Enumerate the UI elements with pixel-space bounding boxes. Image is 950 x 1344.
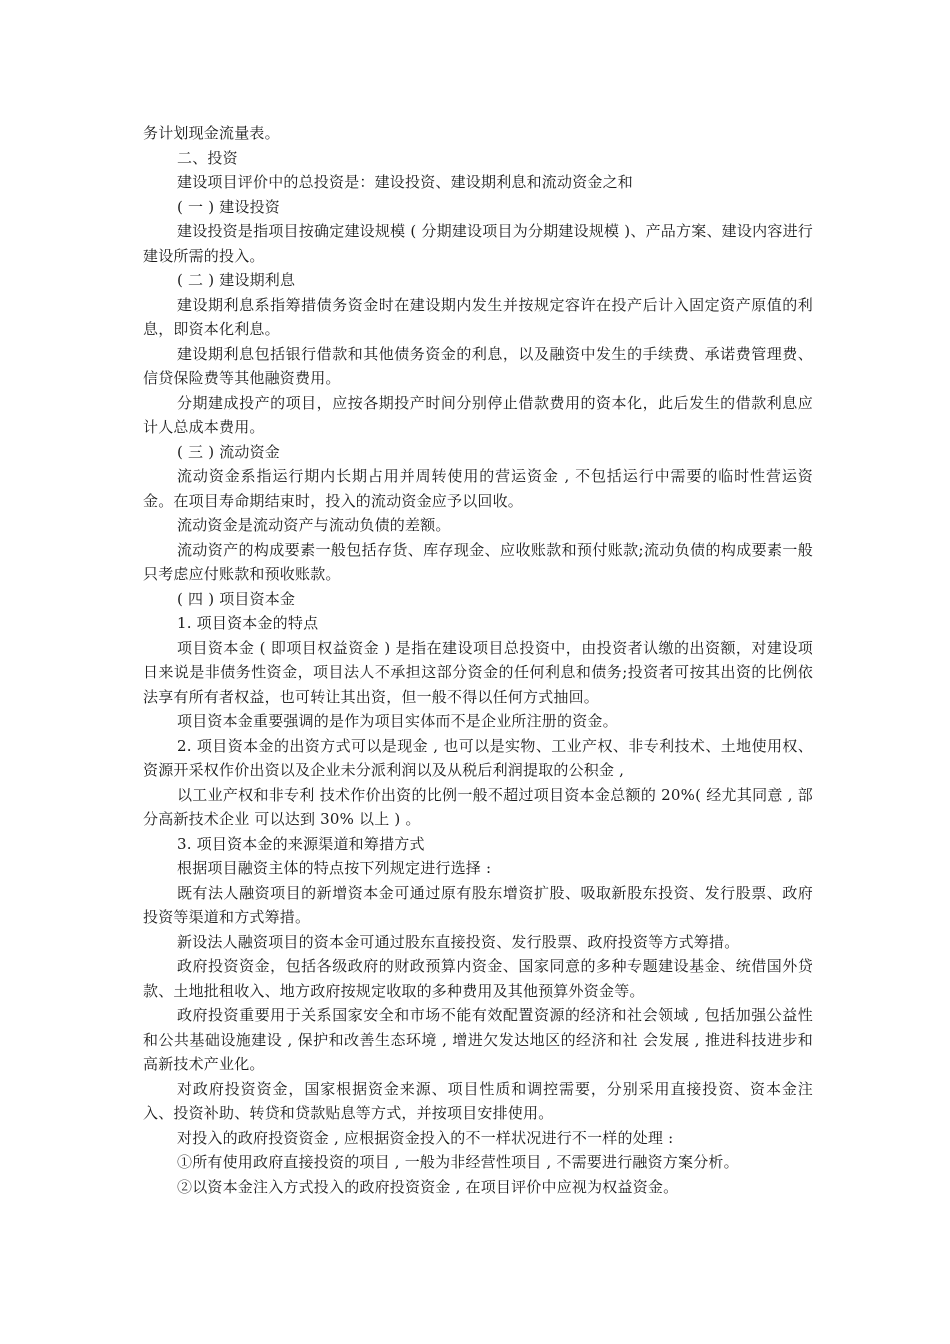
document-body [143, 121, 813, 1199]
subsection-heading: ( 四 ) 项目资本金 [177, 589, 296, 608]
paragraph: 政府投资重要用于关系国家安全和市场不能有效配置资源的经济和社会领域 , 包括加强公益性和公共基础设施建设 , 保护和改善生态环境 , 增进欠发达地区的经济和社 会发展 , 推进科技进步和高新技术产业化。 [143, 1006, 813, 1073]
paragraph: 流动资金系指运行期内长期占用并周转使用的营运资金 , 不包括运行中需要的临时性营运资金。在项目寿命期结束时，投入的流动资金应予以回收。 [143, 467, 813, 510]
list-item: ①所有使用政府直接投资的项目 , 一般为非经营性项目 , 不需要进行融资方案分析。 [177, 1153, 739, 1171]
section-heading: 二、投资 [177, 148, 238, 167]
paragraph: 建设期利息系指筹措债务资金时在建设期内发生并按规定容许在投产后计入固定资产原值的利息，即资本化利息。 [143, 295, 813, 338]
paragraph: 2. 项目资本金的出资方式可以是现金 , 也可以是实物、工业产权、非专利技术、土地使用权、资源开采权作价出资以及企业未分派利润以及从税后利润提取的公积金 , [143, 736, 813, 779]
paragraph: 以工业产权和非专利 技术作价出资的比例一般不超过项目资本金总额的 20%( 经尤其同意 , 部分高新技术企业 可以达到 30% 以上 ) 。 [143, 785, 813, 828]
list-item: ②以资本金注入方式投入的政府投资资金 , 在项目评价中应视为权益资金。 [177, 1177, 679, 1196]
numbered-heading: 3. 项目资本金的来源渠道和筹措方式 [177, 834, 425, 853]
paragraph: 对政府投资资金，国家根据资金来源、项目性质和调控需要，分别采用直接投资、资本金注入、投资补助、转贷和贷款贴息等方式，并按项目安排使用。 [143, 1079, 813, 1122]
numbered-heading: 1. 项目资本金的特点 [177, 614, 319, 632]
paragraph: 务计划现金流量表。 [143, 124, 280, 142]
paragraph: 建设投资是指项目按确定建设规模 ( 分期建设项目为分期建设规模 )、产品方案、建设内容进行建设所需的投入。 [143, 222, 813, 265]
paragraph: 对投入的政府投资资金 , 应根据资金投入的不一样状况进行不一样的处理 : [177, 1128, 674, 1147]
subsection-heading: ( 二 ) 建设期利息 [177, 271, 296, 289]
paragraph: 流动资金是流动资产与流动负债的差额。 [177, 516, 451, 534]
paragraph: 政府投资资金，包括各级政府的财政预算内资金、国家同意的多种专题建设基金、统借国外贷款、土地批租收入、地方政府按规定收取的多种费用及其他预算外资金等。 [143, 957, 813, 1000]
paragraph: 既有法人融资项目的新增资本金可通过原有股东增资扩股、吸取新股东投资、发行股票、政府投资等渠道和方式筹措。 [143, 883, 813, 926]
paragraph: 分期建成投产的项目，应按各期投产时间分别停止借款费用的资本化，此后发生的借款利息应计人总成本费用。 [143, 393, 813, 436]
paragraph: 建设期利息包括银行借款和其他债务资金的利息，以及融资中发生的手续费、承诺费管理费、信贷保险费等其他融资费用。 [143, 344, 813, 387]
paragraph: 项目资本金重要强调的是作为项目实体而不是企业所注册的资金。 [177, 712, 618, 730]
paragraph: 根据项目融资主体的特点按下列规定进行选择 : [177, 859, 492, 877]
paragraph: 流动资产的构成要素一般包括存货、库存现金、应收账款和预付账款;流动负债的构成要素一般只考虑应付账款和预收账款。 [143, 540, 813, 583]
subsection-heading: ( 一 ) 建设投资 [177, 197, 281, 216]
paragraph: 项目资本金 ( 即项目权益资金 ) 是指在建设项目总投资中，由投资者认缴的出资额，对建设项日来说是非债务性资金，项目法人不承担这部分资金的任何利息和债务;投资者可按其出资的比例依法享有所有者权益，也可转让其出资，但一般不得以任何方式抽回。 [143, 638, 813, 706]
subsection-heading: ( 三 ) 流动资金 [177, 442, 281, 461]
paragraph: 建设项目评价中的总投资是：建设投资、建设期利息和流动资金之和 [177, 173, 634, 191]
paragraph: 新设法人融资项目的资本金可通过股东直接投资、发行股票、政府投资等方式筹措。 [177, 932, 740, 951]
